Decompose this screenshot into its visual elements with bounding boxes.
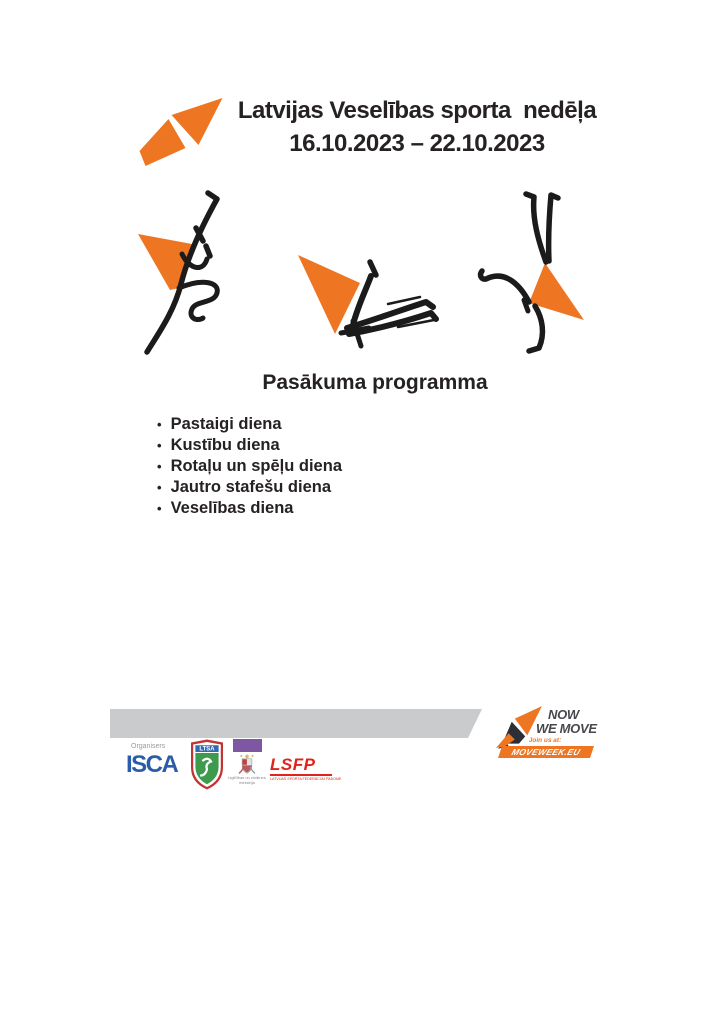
program-heading: Pasākuma programma (262, 371, 488, 394)
ministry-logo (225, 739, 269, 785)
program-item-label: Kustību diena (170, 436, 280, 454)
nowwemove-arrow-icon (133, 88, 229, 170)
latvia-coat-of-arms-icon (236, 754, 258, 775)
join-us-label: Join us at: (528, 737, 562, 744)
list-item (157, 435, 342, 456)
ltsa-wordmark: LTSA (199, 746, 215, 753)
title-line-1: Latvijas Veselības sporta nedēļa (237, 97, 597, 124)
bullet-icon: • (157, 438, 162, 453)
list-item (157, 456, 342, 477)
ministry-name-label: Izglītības un zinātnes ministrija (228, 775, 266, 785)
lsfp-subtext-label: LATVIJAS SPORTA FEDERĀCIJU PADOME (270, 774, 332, 781)
program-item-label: Pastaigi diena (170, 415, 282, 433)
nwm-line-1: NOW (548, 707, 579, 722)
list-item (157, 498, 342, 519)
program-item-label: Veselības diena (170, 499, 294, 517)
moveweek-url-label: MOVEWEEK.EU (510, 747, 582, 757)
organisers-label: Organisers (131, 743, 166, 750)
title-line-2: 16.10.2023 – 22.10.2023 (289, 130, 545, 157)
dancing-figure-icon (130, 178, 270, 368)
rowing-figure-icon (292, 232, 440, 354)
isca-logo: ISCA (126, 751, 178, 778)
program-item-label: Rotaļu un spēļu diena (170, 457, 342, 475)
bullet-icon: • (157, 417, 162, 432)
nowwemove-wordmark (536, 708, 597, 735)
nwm-line-2: WE MOVE (536, 720, 597, 736)
ltsa-logo (190, 738, 224, 791)
bullet-icon: • (157, 459, 162, 474)
bullet-icon: • (157, 480, 162, 495)
list-item (157, 414, 342, 435)
ministry-purple-block (233, 739, 262, 752)
footer-divider-bar (110, 709, 482, 738)
page-title (228, 94, 606, 160)
program-list (157, 414, 342, 519)
moveweek-banner (498, 746, 594, 758)
lsfp-wordmark: LSFP (270, 755, 316, 774)
handstand-figure-icon (472, 178, 597, 366)
bullet-icon: • (157, 501, 162, 516)
list-item (157, 477, 342, 498)
lsfp-logo (270, 755, 342, 781)
program-item-label: Jautro stafešu diena (170, 478, 332, 496)
